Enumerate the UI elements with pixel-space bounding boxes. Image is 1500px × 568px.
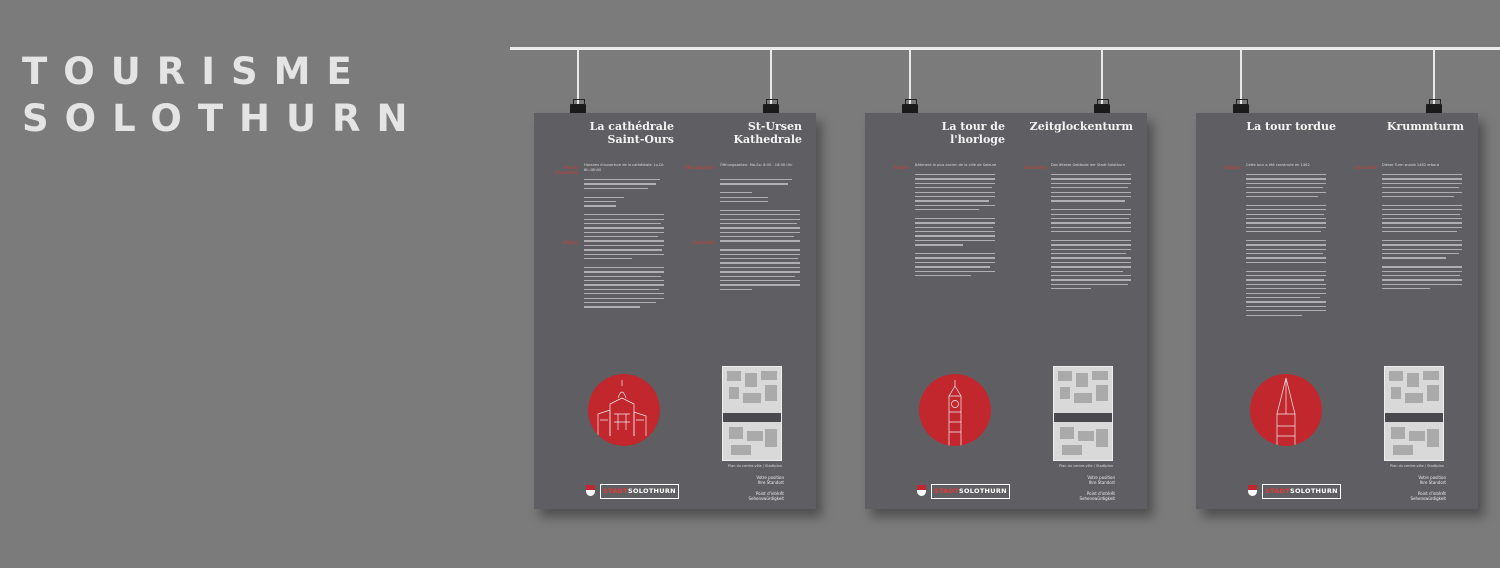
stadt-solothurn-logo bbox=[1248, 484, 1338, 498]
coat-of-arms-icon bbox=[1248, 485, 1257, 496]
poster-title-de: Krummturm bbox=[1386, 120, 1464, 133]
hanger-wire bbox=[770, 47, 772, 105]
body-text-fr-lines bbox=[1246, 174, 1326, 319]
body-text-de: Das älteste Gebäude der Stadt Solothurn bbox=[1051, 163, 1126, 167]
city-map bbox=[722, 366, 782, 461]
section-label-fr: Heures d'ouverture bbox=[554, 165, 578, 175]
hanging-rail bbox=[510, 47, 1500, 50]
logo-wordmark: STADTSOLOTHURN bbox=[600, 484, 679, 499]
map-caption: Plan du centre-ville / Stadtplan bbox=[1390, 464, 1444, 468]
brand-title bbox=[22, 48, 424, 142]
body-text-de-lines bbox=[1382, 174, 1462, 293]
body-text-de: Dieser Turm wurde 1462 erbaut bbox=[1382, 163, 1440, 167]
legend-point-of-interest bbox=[734, 491, 784, 501]
section-label-fr: Histoire bbox=[562, 240, 578, 245]
city-map bbox=[1053, 366, 1113, 461]
map-caption: Plan du centre-ville / Stadtplan bbox=[1059, 464, 1113, 468]
legend-pin-de: Ihre Standort bbox=[1419, 480, 1446, 485]
crooked-tower-drawing-icon bbox=[1250, 374, 1322, 446]
stadt-solothurn-logo bbox=[586, 484, 676, 498]
section-label-de: Geschichte bbox=[692, 240, 715, 245]
section-label-de: Öffnungszeiten bbox=[684, 165, 715, 170]
legend-poi-fr: Point d'intérêt bbox=[755, 491, 784, 496]
poster-cathedral bbox=[534, 113, 816, 509]
legend-pin-de: Ihre Standort bbox=[757, 480, 784, 485]
logo-wordmark: STADTSOLOTHURN bbox=[1262, 484, 1341, 499]
hanger-wire bbox=[909, 47, 911, 105]
body-text-de: Öffnungszeiten: Mo-So: 8:00 - 18:00 Uhr bbox=[720, 163, 793, 167]
clock-tower-drawing-icon bbox=[919, 374, 991, 446]
section-label-fr: Histoire bbox=[1224, 165, 1240, 170]
body-text-de-lines bbox=[720, 179, 800, 293]
section-label-de: Geschichte bbox=[1354, 165, 1377, 170]
legend-poi-de: Sehenswürdigkeit bbox=[1079, 496, 1115, 501]
body-text-fr: Cette tour a été construite en 1462 bbox=[1246, 163, 1310, 167]
legend-point-of-interest bbox=[1065, 491, 1115, 501]
poster-clock-tower bbox=[865, 113, 1147, 509]
poster-title-fr: La cathédrale Saint-Ours bbox=[589, 120, 674, 146]
city-map bbox=[1384, 366, 1444, 461]
coat-of-arms-icon bbox=[586, 485, 595, 496]
clock-tower-illustration bbox=[919, 374, 991, 446]
hanger-wire bbox=[1240, 47, 1242, 105]
stadt-solothurn-logo bbox=[917, 484, 1007, 498]
legend-poi-de: Sehenswürdigkeit bbox=[748, 496, 784, 501]
coat-of-arms-icon bbox=[917, 485, 926, 496]
poster-crooked-tower bbox=[1196, 113, 1478, 509]
legend-poi-fr: Point d'intérêt bbox=[1086, 491, 1115, 496]
body-text-fr: Bâtiment le plus ancien de la ville de Soleure bbox=[915, 163, 997, 167]
legend-your-position bbox=[1065, 475, 1115, 485]
map-caption: Plan du centre-ville / Stadtplan bbox=[728, 464, 782, 468]
body-text-fr-lines bbox=[915, 174, 995, 279]
hanger-wire bbox=[1101, 47, 1103, 105]
legend-pin-fr: Votre position bbox=[1087, 475, 1115, 480]
legend-poi-de: Sehenswürdigkeit bbox=[1410, 496, 1446, 501]
section-label-de: Geschichte bbox=[1023, 165, 1046, 170]
legend-your-position bbox=[1396, 475, 1446, 485]
section-label-fr: Histoire bbox=[893, 165, 909, 170]
hanger-wire bbox=[1433, 47, 1435, 105]
legend-pin-de: Ihre Standort bbox=[1088, 480, 1115, 485]
logo-wordmark: STADTSOLOTHURN bbox=[931, 484, 1010, 499]
body-text-fr: Horaires d'ouverture de la cathédrale: Lu-Di: 8h-18h00 bbox=[584, 163, 665, 172]
cathedral-drawing-icon bbox=[588, 374, 660, 446]
crooked-tower-illustration bbox=[1250, 374, 1322, 446]
legend-point-of-interest bbox=[1396, 491, 1446, 501]
body-text-de-lines bbox=[1051, 174, 1131, 293]
brand-line-2: SOLOTHURN bbox=[22, 97, 424, 140]
legend-your-position bbox=[734, 475, 784, 485]
cathedral-illustration bbox=[588, 374, 660, 446]
poster-title-de: Zeitglockenturm bbox=[1029, 120, 1133, 133]
body-text-fr-lines bbox=[584, 179, 664, 311]
hanger-wire bbox=[577, 47, 579, 105]
poster-title-fr: La tour tordue bbox=[1246, 120, 1336, 133]
legend-poi-fr: Point d'intérêt bbox=[1417, 491, 1446, 496]
poster-title-de: St-Ursen Kathedrale bbox=[733, 120, 802, 146]
poster-title-fr: La tour de l'horloge bbox=[941, 120, 1005, 146]
legend-pin-fr: Votre position bbox=[756, 475, 784, 480]
legend-pin-fr: Votre position bbox=[1418, 475, 1446, 480]
brand-line-1: TOURISME bbox=[22, 50, 368, 93]
